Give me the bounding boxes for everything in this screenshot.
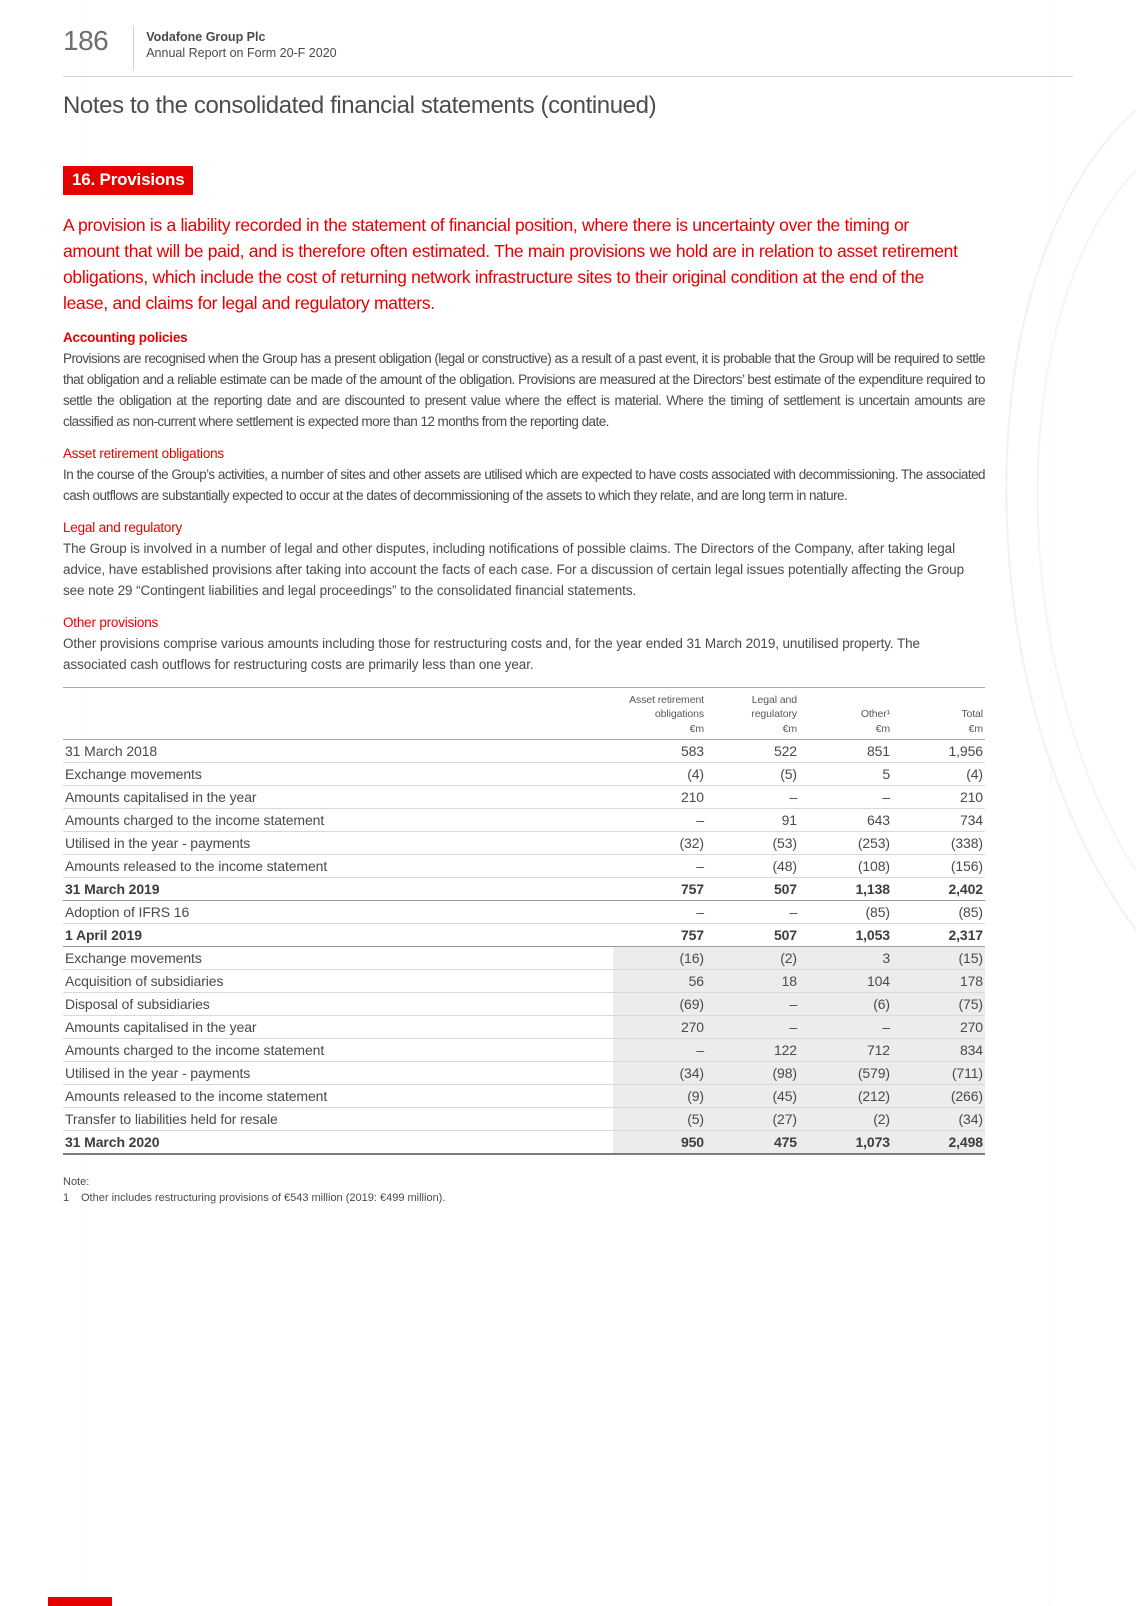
row-value: (212) xyxy=(799,1085,892,1108)
note-item-text: Other includes restructuring provisions of €543 million (2019: €499 million). xyxy=(81,1192,446,1204)
row-value: 3 xyxy=(799,947,892,970)
row-value: (32) xyxy=(613,832,706,855)
row-value: 270 xyxy=(613,1016,706,1039)
row-value: (27) xyxy=(706,1108,799,1131)
header-divider xyxy=(133,26,134,70)
subsection-body-legal-regulatory: The Group is involved in a number of legal and other disputes, including notifications of possible claims. The Directors of the Company, after taking legal advice, have established provisions after taking into account the facts of each case. For a discussion of certain legal issues potentially affecting the Group see note 29 “Contingent liabilities and legal proceedings” to the consolidated financial statements. xyxy=(63,541,964,598)
row-value: (2) xyxy=(706,947,799,970)
row-value: 507 xyxy=(706,924,799,947)
row-value: 1,138 xyxy=(799,878,892,901)
report-name: Annual Report on Form 20-F 2020 xyxy=(146,46,337,60)
row-value: (4) xyxy=(892,763,985,786)
row-value: (85) xyxy=(799,901,892,924)
col-header-empty xyxy=(63,688,613,740)
table-row xyxy=(63,901,985,924)
row-value: 950 xyxy=(613,1131,706,1155)
row-value: 1,053 xyxy=(799,924,892,947)
row-value: – xyxy=(706,993,799,1016)
row-label: Disposal of subsidiaries xyxy=(63,993,613,1016)
row-value: (6) xyxy=(799,993,892,1016)
table-row xyxy=(63,947,985,970)
subsection-body-accounting-policies: Provisions are recognised when the Group has a present obligation (legal or constructive) as a result of a past event, it is probable that the Group will be required to settle that obligation and a reliable estimate can be made of the amount of the obligation. Provisions are measured at the Directors’ best estimate of the expenditure required to settle the obligation at the reporting date and are discounted to present value where the effect is material. Where the timing of settlement is uncertain amounts are classified as non-current where settlement is expected more than 12 months from the reporting date. xyxy=(63,351,985,429)
row-value: – xyxy=(799,1016,892,1039)
table-row xyxy=(63,1131,985,1155)
row-value: – xyxy=(613,1039,706,1062)
row-label: Amounts charged to the income statement xyxy=(63,809,613,832)
row-label: Transfer to liabilities held for resale xyxy=(63,1108,613,1131)
section-badge: 16. Provisions xyxy=(63,166,193,195)
row-value: (253) xyxy=(799,832,892,855)
row-value: 1,956 xyxy=(892,740,985,763)
row-value: 583 xyxy=(613,740,706,763)
row-value: 210 xyxy=(892,786,985,809)
row-value: (53) xyxy=(706,832,799,855)
row-label: Acquisition of subsidiaries xyxy=(63,970,613,993)
page-header xyxy=(63,26,985,74)
row-value: – xyxy=(706,1016,799,1039)
header-company-block xyxy=(146,26,336,61)
intro-paragraph: A provision is a liability recorded in the statement of financial position, where there is uncertainty over the timing or amount that will be paid, and is therefore often estimated. The main provisions we hold are in relation to asset retirement obligations, which include the cost of returning network infrastructure sites to their original condition at the end of the lease, and claims for legal and regulatory matters. xyxy=(63,215,958,313)
table-row xyxy=(63,809,985,832)
row-value: 91 xyxy=(706,809,799,832)
col-header-label: Total xyxy=(961,708,983,720)
row-value: (98) xyxy=(706,1062,799,1085)
row-value: (16) xyxy=(613,947,706,970)
table-row xyxy=(63,786,985,809)
row-value: – xyxy=(706,901,799,924)
col-header-label: Legal and regulatory xyxy=(751,694,797,720)
row-value: (338) xyxy=(892,832,985,855)
row-value: (711) xyxy=(892,1062,985,1085)
subsection-body-asset-retirement: In the course of the Group’s activities, a number of sites and other assets are utilised which are expected to have costs associated with decommissioning. The associated cash outflows are substantially expected to occur at the dates of decommissioning of the assets to which they relate, and are long term in nature. xyxy=(63,467,985,503)
row-value: (156) xyxy=(892,855,985,878)
row-value: – xyxy=(706,786,799,809)
table-header-row xyxy=(63,688,985,740)
row-value: 122 xyxy=(706,1039,799,1062)
row-value: 2,402 xyxy=(892,878,985,901)
row-label: Amounts capitalised in the year xyxy=(63,786,613,809)
row-value: – xyxy=(799,786,892,809)
provisions-table xyxy=(63,687,985,1155)
row-value: (5) xyxy=(613,1108,706,1131)
row-value: 1,073 xyxy=(799,1131,892,1155)
row-value: 270 xyxy=(892,1016,985,1039)
row-value: – xyxy=(613,809,706,832)
row-value: 712 xyxy=(799,1039,892,1062)
table-row xyxy=(63,1039,985,1062)
unit-label: €m xyxy=(968,723,983,735)
row-value: (45) xyxy=(706,1085,799,1108)
table-row xyxy=(63,1016,985,1039)
row-value: (34) xyxy=(892,1108,985,1131)
row-label: Exchange movements xyxy=(63,947,613,970)
note-label: Note: xyxy=(63,1176,90,1188)
table-row xyxy=(63,1085,985,1108)
col-header-total xyxy=(892,688,985,740)
table-row xyxy=(63,1062,985,1085)
unit-label: €m xyxy=(689,723,704,735)
row-value: (2) xyxy=(799,1108,892,1131)
note-item xyxy=(63,1191,985,1206)
col-header-label: Other¹ xyxy=(860,708,890,720)
row-value: 757 xyxy=(613,878,706,901)
row-label: Utilised in the year - payments xyxy=(63,1062,613,1085)
row-value: (48) xyxy=(706,855,799,878)
row-value: 178 xyxy=(892,970,985,993)
row-value: (85) xyxy=(892,901,985,924)
row-value: 56 xyxy=(613,970,706,993)
row-value: (5) xyxy=(706,763,799,786)
subsection-heading-asset-retirement: Asset retirement obligations xyxy=(63,446,224,461)
row-value: (579) xyxy=(799,1062,892,1085)
note-item-number: 1 xyxy=(63,1192,70,1204)
unit-label: €m xyxy=(782,723,797,735)
table-row xyxy=(63,970,985,993)
row-value: (69) xyxy=(613,993,706,1016)
subsection-heading-legal-regulatory: Legal and regulatory xyxy=(63,520,183,535)
row-value: 834 xyxy=(892,1039,985,1062)
row-label: Amounts capitalised in the year xyxy=(63,1016,613,1039)
footer-red-mark xyxy=(48,1597,112,1606)
row-value: 522 xyxy=(706,740,799,763)
row-value: 757 xyxy=(613,924,706,947)
table-row xyxy=(63,763,985,786)
row-label: Adoption of IFRS 16 xyxy=(63,901,613,924)
row-label: Amounts charged to the income statement xyxy=(63,1039,613,1062)
row-label: Amounts released to the income statement xyxy=(63,855,613,878)
table-row xyxy=(63,1108,985,1131)
table-note xyxy=(63,1175,985,1206)
row-label: 31 March 2020 xyxy=(63,1131,613,1155)
row-value: (9) xyxy=(613,1085,706,1108)
page-title: Notes to the consolidated financial statements (continued) xyxy=(63,92,657,119)
row-value: 210 xyxy=(613,786,706,809)
provisions-table-body xyxy=(63,740,985,1155)
table-row xyxy=(63,878,985,901)
row-value: 507 xyxy=(706,878,799,901)
row-value: (4) xyxy=(613,763,706,786)
row-value: (108) xyxy=(799,855,892,878)
row-value: 475 xyxy=(706,1131,799,1155)
row-value: 2,498 xyxy=(892,1131,985,1155)
row-value: (266) xyxy=(892,1085,985,1108)
table-row xyxy=(63,740,985,763)
table-row xyxy=(63,993,985,1016)
row-label: 1 April 2019 xyxy=(63,924,613,947)
col-header-other xyxy=(799,688,892,740)
table-row xyxy=(63,832,985,855)
row-value: 2,317 xyxy=(892,924,985,947)
table-row xyxy=(63,924,985,947)
unit-label: €m xyxy=(875,723,890,735)
subsection-heading-accounting-policies: Accounting policies xyxy=(63,330,188,345)
page-number: 186 xyxy=(63,25,109,56)
col-header-label: Asset retirement obligations xyxy=(629,694,704,720)
row-value: (75) xyxy=(892,993,985,1016)
col-header-asset-retirement xyxy=(613,688,706,740)
row-value: – xyxy=(613,901,706,924)
table-row xyxy=(63,855,985,878)
row-value: 18 xyxy=(706,970,799,993)
subsection-body-other-provisions: Other provisions comprise various amounts including those for restructuring costs and, for the year ended 31 March 2019, unutilised property. The associated cash outflows for restructuring costs are primarily less than one year. xyxy=(63,636,920,672)
col-header-legal-regulatory xyxy=(706,688,799,740)
row-label: Amounts released to the income statement xyxy=(63,1085,613,1108)
row-value: 643 xyxy=(799,809,892,832)
row-label: 31 March 2019 xyxy=(63,878,613,901)
company-name: Vodafone Group Plc xyxy=(146,30,266,44)
row-value: (34) xyxy=(613,1062,706,1085)
row-value: 104 xyxy=(799,970,892,993)
row-value: 5 xyxy=(799,763,892,786)
row-value: 851 xyxy=(799,740,892,763)
row-label: Exchange movements xyxy=(63,763,613,786)
row-label: 31 March 2018 xyxy=(63,740,613,763)
header-rule xyxy=(63,76,1073,77)
subsection-heading-other-provisions: Other provisions xyxy=(63,615,159,630)
row-label: Utilised in the year - payments xyxy=(63,832,613,855)
row-value: 734 xyxy=(892,809,985,832)
row-value: – xyxy=(613,855,706,878)
row-value: (15) xyxy=(892,947,985,970)
